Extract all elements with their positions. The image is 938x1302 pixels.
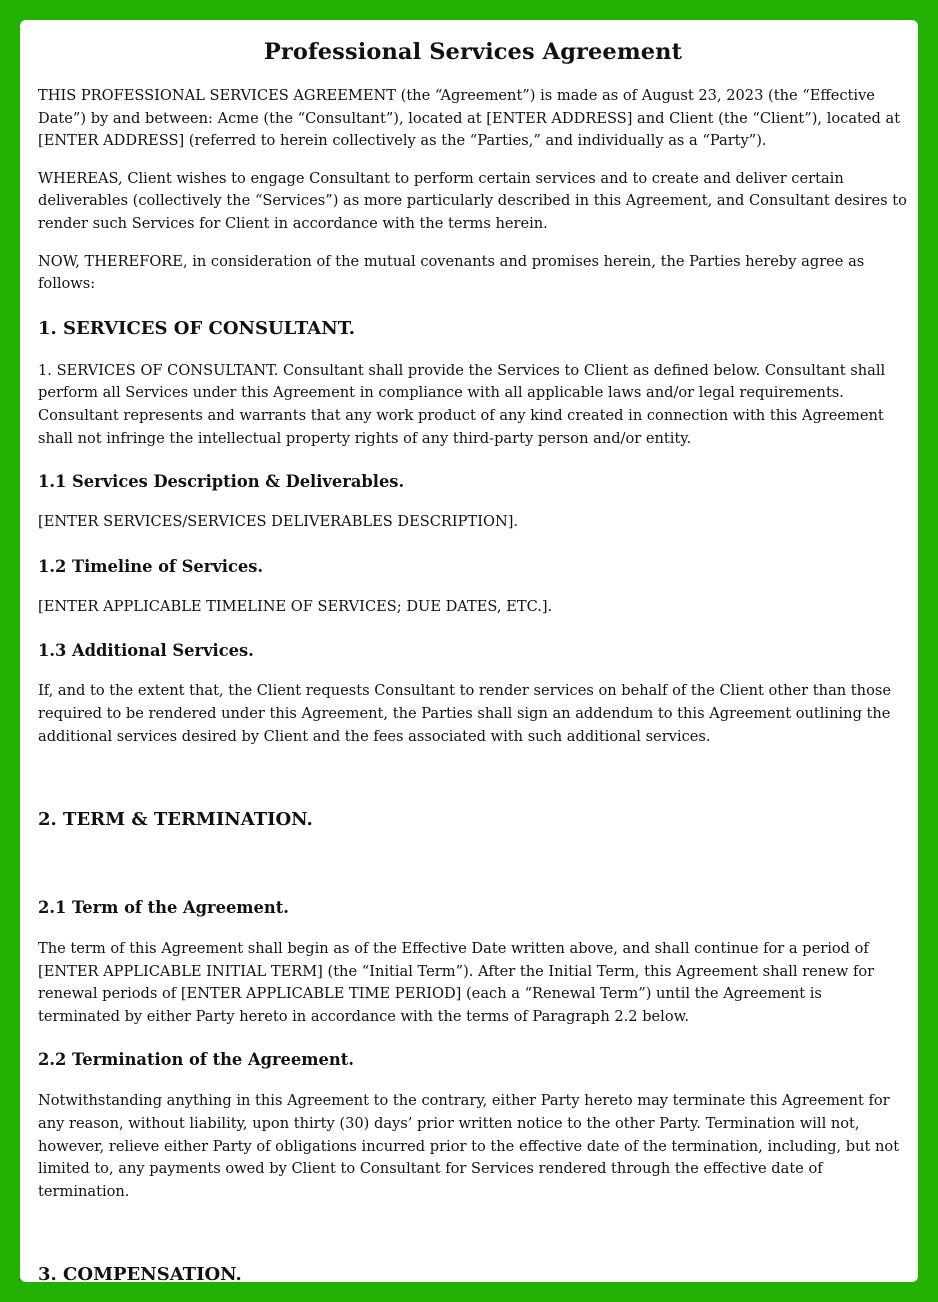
section-1-2-body: [ENTER APPLICABLE TIMELINE OF SERVICES; DUE DATES, ETC.]. [38,597,553,615]
section-1-3-body: If, and to the extent that, the Client requests Consultant to render services on behalf of the Client other than those required to be rendered under this Agreement, the Parties shall sign an addendum to this Agreement outlining the additional services desired by Client and the fees associated with such additional services. [38,682,891,745]
section-2-heading: 2. TERM & TERMINATION. [38,809,313,831]
section-3-heading: 3. COMPENSATION. [38,1264,242,1282]
document-page [20,20,918,1282]
section-2-1-body: The term of this Agreement shall begin as of the Effective Date written above, and shall continue for a period of [ENTER APPLICABLE INITIAL TERM] (the “Initial Term”). After the Initial Term, this Agreement shall renew for renewal periods of [ENTER APPLICABLE TIME PERIOD] (each a “Renewal Term”) until the Agreement is terminated by either Party hereto in accordance with the terms of Paragraph 2.2 below. [38,940,875,1025]
section-2-1-heading: 2.1 Term of the Agreement. [38,898,289,918]
section-2-2-heading: 2.2 Termination of the Agreement. [38,1050,354,1070]
section-1-1-body: [ENTER SERVICES/SERVICES DELIVERABLES DESCRIPTION]. [38,513,519,531]
now-therefore-paragraph: NOW, THEREFORE, in consideration of the mutual covenants and promises herein, the Parties hereby agree as follows: [38,252,865,293]
section-1-1-heading: 1.1 Services Description & Deliverables. [38,472,405,492]
section-1-2-heading: 1.2 Timeline of Services. [38,556,264,576]
section-2-2-body: Notwithstanding anything in this Agreement to the contrary, either Party hereto may terminate this Agreement for any reason, without liability, upon thirty (30) days’ prior written notice to the other Party. Termination will not, however, relieve either Party of obligations incurred prior to the effective date of the termination, including, but not limited to, any payments owed by Client to Consultant for Services rendered through the effective date of termination. [38,1092,900,1200]
whereas-paragraph: WHEREAS, Client wishes to engage Consultant to perform certain services and to create and deliver certain deliverables (collectively the “Services”) as more particularly described in this Agreement, and Consultant desires to render such Services for Client in accordance with the terms herein. [38,169,907,232]
section-1-body: 1. SERVICES OF CONSULTANT. Consultant shall provide the Services to Client as defined below. Consultant shall perform all Services under this Agreement in compliance with all applicable laws and/or legal requirements. Consultant represents and warrants that any work product of any kind created in connection with this Agreement shall not infringe the intellectual property rights of any third-party person and/or entity. [38,361,886,447]
intro-paragraph: THIS PROFESSIONAL SERVICES AGREEMENT (the “Agreement”) is made as of August 23, 2023 (the “Effective Date”) by and between: Acme (the “Consultant”), located at [ENTER ADDRESS] and Client (the “Client”), located at [ENTER ADDRESS] (referred to herein collectively as the “Parties,” and individually as a “Party”). [38,87,901,150]
document-title: Professional Services Agreement [263,39,683,65]
section-1-3-heading: 1.3 Additional Services. [38,641,254,661]
section-1-heading: 1. SERVICES OF CONSULTANT. [38,317,356,339]
